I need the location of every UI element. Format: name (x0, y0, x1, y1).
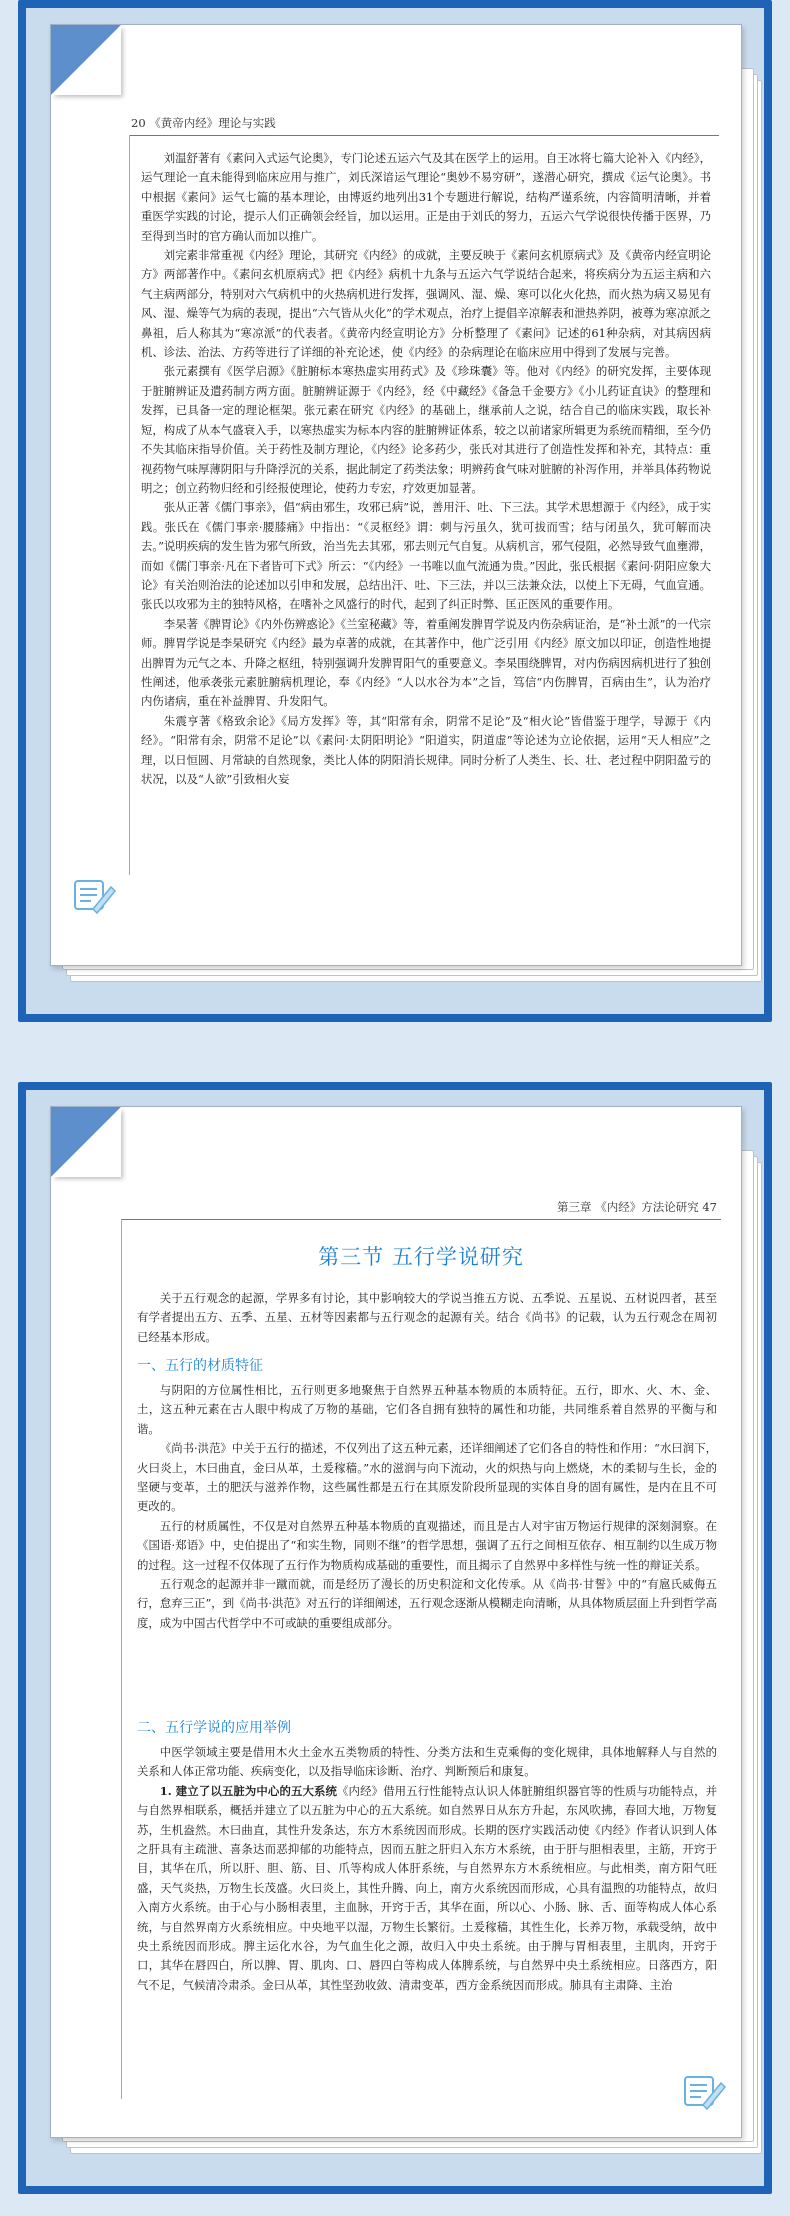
subsection-body (137, 1743, 717, 1995)
paragraph: 与阴阳的方位属性相比，五行则更多地聚焦于自然界五种基本物质的本质特征。五行，即水、火、木、金、土，这五种元素在古人眼中构成了万物的基础，它们各自拥有独特的属性和功能，共同维系着自然界的平衡与和谐。 (137, 1383, 717, 1436)
page-panel-1 (18, 0, 772, 1022)
margin-rule (121, 1219, 122, 2099)
notebook-pencil-icon (681, 2071, 727, 2111)
paragraph (137, 1782, 717, 1995)
header-rule (129, 135, 719, 136)
paragraph: 张元素撰有《医学启源》《脏腑标本寒热虚实用药式》及《珍珠囊》等。他对《内经》的研究发挥，主要体现于脏腑辨证及遣药制方两方面。脏腑辨证源于《内经》，经《中藏经》《备急千金要方》《小儿药证直诀》的整理和发挥，已具备一定的理论框架。张元素在研究《内经》的基础上，继承前人之说，结合自己的临床实践，取长补短，构成了从本气盛衰入手，以寒热虚实为标本内容的脏腑辨证体系，较之以前诸家所辑更为系统而精细，至今仍不失其临床指导价值。关于药性及制方理论，《内经》论多药少，张氏对其进行了创造性发挥和补充，其特点：重视药物气味厚薄阴阳与升降浮沉的关系，据此制定了药类法象；明辨药食气味对脏腑的补泻作用，并举具体药物说明之；创立药物归经和引经报使理论，使药力专宏，疗效更加显著。 (141, 364, 711, 495)
panel-background (26, 8, 764, 1014)
header-rule (121, 1219, 721, 1220)
paragraph: 刘完素非常重视《内经》理论，其研究《内经》的成就，主要反映于《素问玄机原病式》及《黄帝内经宣明论方》两部著作中。《素问玄机原病式》把《内经》病机十九条与五运六气学说结合起来，将疾病分为五运主病和六气主病两部分，特别对六气病机中的火热病机进行发挥，强调风、湿、燥、寒可以化火化热，而火热为病又易见有风、湿、燥等气为病的表现，提出“六气皆从火化”的学术观点，治疗上提倡辛凉解表和泄热养阴，被尊为寒凉派之鼻祖，后人称其为“寒凉派”的代表者。《黄帝内经宣明论方》分析整理了《素问》记述的61种杂病，对其病因病机、诊法、治法、方药等进行了详细的补充论述，使《内经》的杂病理论在临床应用中得到了发展与完善。 (141, 248, 711, 360)
book-page (50, 1106, 742, 2138)
corner-fold-flap (51, 25, 121, 95)
lead-body-text: 《内经》借用五行性能特点认识人体脏腑组织器官等的性质与功能特点，并与自然界相联系，概括并建立了以五脏为中心的五大系统。如自然界日从东方升起，东风吹拂，春回大地，万物复苏，生机盎然。木曰曲直，其性升发条达，东方木系统因而形成。长期的医疗实践活动使《内经》作者认识到人体之肝具有主疏泄、喜条达而恶抑郁的功能特点，因而五脏之肝归入东方木系统，由于肝与胆相表里，主筋，开窍于目，其华在爪，所以肝、胆、筋、目、爪等构成人体肝系统，与自然界东方木系统相应。与此相类，南方阳气旺盛，天气炎热，万物生长茂盛。火曰炎上，其性升腾、向上，南方火系统因而形成，心具有温煦的功能特点，故归入南方火系统。由于心与小肠相表里，主血脉，开窍于舌，其华在面，所以心、小肠、脉、舌、面等构成人体心系统，与自然界南方火系统相应。中央地平以湿，万物生长繁衍。土爰稼穑，其性生化，长养万物，承载受纳，故中央土系统因而形成。脾主运化水谷，为气血生化之源，故归入中央土系统。由于脾与胃相表里，主肌肉，开窍于口，其华在唇四白，所以脾、胃、肌肉、口、唇四白等构成人体脾系统，与自然界中央土系统相应。日落西方，阳气不足，气候清冷肃杀。金曰从革，其性坚劲收敛、清肃变革，西方金系统因而形成。肺具有主肃降、主治 (137, 1783, 717, 1992)
intro-paragraph: 关于五行观念的起源，学界多有讨论，其中影响较大的学说当推五方说、五季说、五星说、五材说四者，甚至有学者提出五方、五季、五星、五材等因素都与五行观念的起源有关。结合《尚书》的记载，认为五行观念在周初已经基本形成。 (137, 1291, 717, 1344)
paragraph: 五行的材质属性，不仅是对自然界五种基本物质的直观描述，而且是古人对宇宙万物运行规律的深刻洞察。在《国语·郑语》中，史伯提出了“和实生物，同则不继”的哲学思想，强调了五行之间相互依存、相互制约以生成万物的过程。这一过程不仅体现了五行作为物质构成基础的重要性，而且揭示了自然界中多样性与统一性的辩证关系。 (137, 1518, 717, 1572)
section-title: 第三节 五行学说研究 (318, 1245, 524, 1269)
page-body (137, 1289, 717, 1347)
paragraph: 朱震亨著《格致余论》《局方发挥》等，其“阳常有余，阴常不足论”及“相火论”皆借鉴于理学，导源于《内经》。“阳常有余，阴常不足论”以《素问·太阴阳明论》“阳道实，阴道虚”等论述为立论依据，运用“天人相应”之理，以日恒圆、月常缺的自然现象，类比人体的阴阳消长规律。同时分析了人类生、长、壮、老过程中阴阳盈亏的状况，以及“人欲”引致相火妄 (141, 713, 711, 786)
paragraph: 张从正著《儒门事亲》，倡“病由邪生，攻邪已病”说，善用汗、吐、下三法。其学术思想源于《内经》，成于实践。张氏在《儒门事亲·腰膝痛》中指出：“《灵枢经》谓：刺与污虽久，犹可拔而雪；结与闭虽久，犹可解而决去。”说明疾病的发生皆为邪气所致，治当先去其邪，邪去则元气自复。从病机言，邪气侵阻，必然导致气血壅滞，而如《儒门事亲·凡在下者皆可下式》所云：“《内经》一书唯以血气流通为贵。”因此，张氏根据《素问·阴阳应象大论》有关治则治法的论述加以引申和发展，总结出汗、吐、下三法，并以三法兼众法，以使上下无碍，气血宣通。张氏以攻邪为主的独特风格，在嗜补之风盛行的时代，起到了纠正时弊、匡正医风的重要作用。 (141, 500, 711, 612)
page-header: 20 《黄帝内经》理论与实践 (131, 116, 276, 130)
notebook-pencil-icon (71, 875, 117, 915)
page-header: 第三章 《内经》方法论研究 47 (557, 1200, 717, 1214)
paragraph: 五行观念的起源并非一蹴而就，而是经历了漫长的历史积淀和文化传承。从《尚书·甘誓》中的“有扈氏威侮五行，怠弃三正”，到《尚书·洪范》对五行的详细阐述，五行观念逐渐从模糊走向清晰，从具体物质层面上升到哲学高度，成为中国古代哲学中不可或缺的重要组成部分。 (137, 1577, 717, 1630)
subsection-body (137, 1381, 717, 1633)
page-body (141, 149, 711, 789)
paragraph: 中医学领域主要是借用木火土金水五类物质的特性、分类方法和生克乘侮的变化规律，具体地解释人与自然的关系和人体正常功能、疾病变化，以及指导临床诊断、治疗、判断预后和康复。 (137, 1745, 717, 1779)
book-page (50, 24, 742, 966)
paragraph: 刘温舒著有《素问入式运气论奥》，专门论述五运六气及其在医学上的运用。自王冰将七篇大论补入《内经》，运气理论一直未能得到临床应用与推广，刘氏深谙运气理论“奥妙不易穷研”，遂潜心研究，撰成《运气论奥》。书中根据《素问》运气七篇的基本理论，由博返约地列出31个专题进行解说，结构严谨系统，内容简明清晰，并着重医学实践的讨论，提示人们正确领会经旨，加以运用。正是由于刘氏的努力，五运六气学说很快传播于医界，乃至得到当时的官方确认而加以推广。 (141, 151, 711, 243)
page-panel-2 (18, 1082, 772, 2194)
margin-rule (129, 135, 130, 875)
paragraph: 《尚书·洪范》中关于五行的描述，不仅列出了这五种元素，还详细阐述了它们各自的特性和作用：“水曰润下，火曰炎上，木曰曲直，金曰从革，土爰稼穑。”水的滋润与向下流动，火的炽热与向上燃烧，木的柔韧与生长，金的坚硬与变革，土的肥沃与滋养作物，这些属性都是五行在其原发阶段所显现的实体自身的固有属性，是内在且不可更改的。 (137, 1441, 717, 1514)
bold-lead-text: 1. 建立了以五脏为中心的五大系统 (159, 1783, 338, 1798)
subsection-heading: 二、五行学说的应用举例 (137, 1720, 291, 1736)
subsection-heading: 一、五行的材质特征 (137, 1358, 263, 1374)
corner-fold-flap (51, 1107, 121, 1177)
panel-background (26, 1090, 764, 2186)
paragraph: 李杲著《脾胃论》《内外伤辨惑论》《兰室秘藏》等，着重阐发脾胃学说及内伤杂病证治，是“补土派”的一代宗师。脾胃学说是李杲研究《内经》最为卓著的成就，在其著作中，他广泛引用《内经》原文加以印证，创造性地提出脾胃为元气之本、升降之枢纽，特别强调升发脾胃阳气的重要意义。李杲围绕脾胃，对内伤病因病机进行了独创性阐述，他承袭张元素脏腑病机理论，奉《内经》“人以水谷为本”之旨，笃信“内伤脾胃，百病由生”，认为治疗内伤诸病，重在补益脾胃、升发阳气。 (141, 616, 711, 709)
